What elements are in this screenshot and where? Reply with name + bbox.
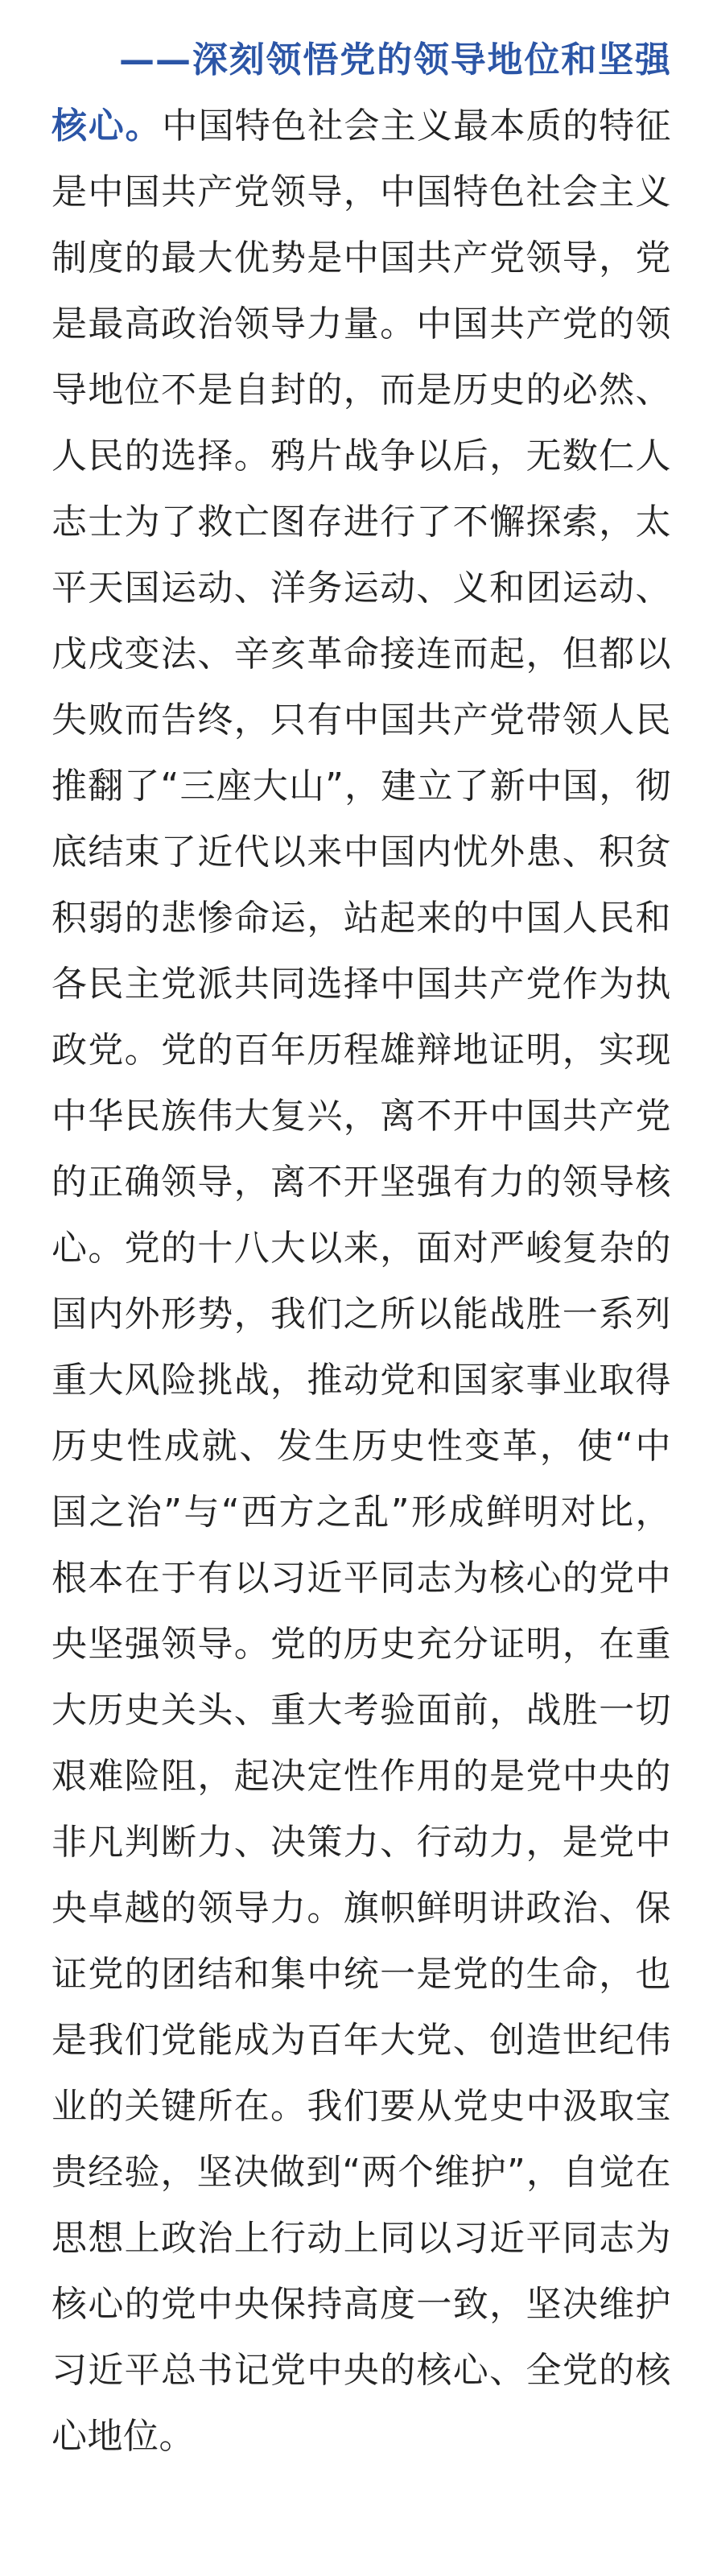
section-heading-tail: 强核心。 <box>52 39 671 147</box>
article-paragraph <box>52 27 671 2470</box>
section-heading: ——深刻领悟党的领导地位和坚 <box>119 39 635 80</box>
paragraph-body: 中国特色社会主义最本质的特征是中国共产党领导，中国特色社会主义制度的最大优势是中国共产党领导，党是最高政治领导力量。中国共产党的领导地位不是自封的，而是历史的必然、人民的选择。鸦片战争以后，无数仁人志士为了救亡图存进行了不懈探索，太平天国运动、洋务运动、义和团运动、戊戌变法、辛亥革命接连而起，但都以失败而告终，只有中国共产党带领人民推翻了“三座大山”，建立了新中国，彻底结束了近代以来中国内忧外患、积贫积弱的悲惨命运，站起来的中国人民和各民主党派共同选择中国共产党作为执政党。党的百年历程雄辩地证明，实现中华民族伟大复兴，离不开中国共产党的正确领导，离不开坚强有力的领导核心。党的十八大以来，面对严峻复杂的国内外形势，我们之所以能战胜一系列重大风险挑战，推动党和国家事业取得历史性成就、发生历史性变革，使“中国之治”与“西方之乱”形成鲜明对比，根本在于有以习近平同志为核心的党中央坚强领导。党的历史充分证明，在重大历史关头、重大考验面前，战胜一切艰难险阻，起决定性作用的是党中央的非凡判断力、决策力、行动力，是党中央卓越的领导力。旗帜鲜明讲政治、保证党的团结和集中统一是党的生命，也是我们党能成为百年大党、创造世纪伟业的关键所在。我们要从党史中汲取宝贵经验，坚决做到“两个维护”，自觉在思想上政治上行动上同以习近平同志为核心的党中央保持高度一致，坚决维护习近平总书记党中央的核心、全党的核心地位。 <box>52 105 671 2457</box>
